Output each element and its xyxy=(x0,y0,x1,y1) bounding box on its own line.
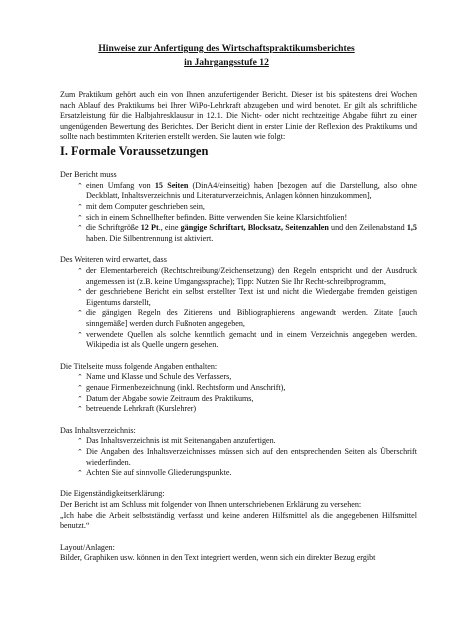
list-item: ⌃ Datum der Abgabe sowie Zeitraum des Praktikums, xyxy=(77,393,254,403)
declaration-text: Der Bericht ist am Schluss mit folgender von Ihnen unterschriebenen Erklärung zu versehen: xyxy=(60,500,362,510)
triangle-bullet-icon: ⌃ xyxy=(77,213,83,222)
triangle-bullet-icon: ⌃ xyxy=(77,447,83,456)
triangle-bullet-icon: ⌃ xyxy=(77,266,83,275)
triangle-bullet-icon: ⌃ xyxy=(77,469,83,478)
triangle-bullet-icon: ⌃ xyxy=(77,181,83,190)
document-title xyxy=(0,42,453,70)
list-item: ⌃ mit dem Computer geschrieben sein, xyxy=(77,201,205,211)
title-line-2: in Jahrgangsstufe 12 xyxy=(184,57,269,68)
triangle-bullet-icon: ⌃ xyxy=(77,309,83,318)
triangle-bullet-icon: ⌃ xyxy=(77,288,83,297)
list-item: ⌃ der Elementarbereich (Rechtschreibung/Zeichensetzung) den Regeln entspricht und der Ausdruck angemessen ist (z.B. keine Umgangssprache); Tipp: Nutzen Sie Ihr Recht-schreibprogramm, xyxy=(77,265,417,286)
triangle-bullet-icon: ⌃ xyxy=(77,394,83,403)
list-item: ⌃ Das Inhaltsverzeichnis ist mit Seitenangaben anzufertigen. xyxy=(77,436,276,446)
list-item: ⌃ einen Umfang von 15 Seiten (DinA4/einseitig) haben [bezogen auf die Darstellung, also ohne Deckblatt, Inhaltsverzeichnis und Literaturverzeichnis, Anlagen können hinzukommen], xyxy=(77,180,417,201)
title-line-1: Hinweise zur Anfertigung des Wirtschaftspraktikumsberichtes xyxy=(98,43,355,54)
triangle-bullet-icon: ⌃ xyxy=(77,405,83,414)
section-label: Layout/Anlagen: xyxy=(60,542,115,552)
triangle-bullet-icon: ⌃ xyxy=(77,373,83,382)
list-item: ⌃ der geschriebene Bericht ein selbst erstellter Text ist und nicht die Wiedergabe fremden geistigen Eigentums darstellt, xyxy=(77,287,417,307)
list-item: ⌃ verwendete Quellen als solche kenntlich gemacht und in einem Verzeichnis angegeben werden. Wikipedia ist als Quelle ungern gesehen. xyxy=(77,329,417,350)
triangle-bullet-icon: ⌃ xyxy=(77,224,83,233)
intro-paragraph: Zum Praktikum gehört auch ein von Ihnen anzufertigender Bericht. Dieser ist bis spätestens drei Wochen nach Ablauf des Praktikums bei Ihrer WiPo-Lehrkraft abzugeben und wird benotet. Er gilt als schriftliche Ersatzleistung für die Halbjahresklausur in 12.1. Die Nicht- oder nicht rechtzeitige Abgabe führt zu einer ungenügenden Bewertung des Berichtes. Der Bericht dient in erster Linie der Reflexion des Praktikums und sollte nach bestimmten Kriterien erstellt werden. Sie lauten wie folgt: xyxy=(60,90,417,142)
section-label: Die Titelseite muss folgende Angaben enthalten: xyxy=(60,361,218,371)
list-item: ⌃ die gängigen Regeln des Zitierens und Bibliographierens angewandt werden. Zitate [auch sinngemäße] werden durch Fußnoten angegeben, xyxy=(77,308,417,329)
list-item: ⌃ genaue Firmenbezeichnung (inkl. Rechtsform und Anschrift), xyxy=(77,383,286,392)
triangle-bullet-icon: ⌃ xyxy=(77,437,83,446)
list-item: ⌃ betreuende Lehrkraft (Kurslehrer) xyxy=(77,404,197,414)
requirement-list xyxy=(60,181,417,245)
section-heading: I. Formale Voraussetzungen xyxy=(60,144,209,158)
section-label: Der Bericht muss xyxy=(60,170,117,179)
triangle-bullet-icon: ⌃ xyxy=(77,330,83,339)
triangle-bullet-icon: ⌃ xyxy=(77,384,83,392)
title-page-list xyxy=(60,372,417,415)
section-label: Das Inhaltsverzeichnis: xyxy=(60,425,136,435)
list-item: ⌃ Achten Sie auf sinnvolle Gliederungspunkte. xyxy=(77,468,232,478)
expectation-list xyxy=(60,266,417,351)
list-item: ⌃ Name und Klasse und Schule des Verfassers, xyxy=(77,372,232,382)
toc-list xyxy=(60,436,417,479)
section-label: Des Weiteren wird erwartet, dass xyxy=(60,255,167,265)
layout-text: Bilder, Graphiken usw. können in den Text integriert werden, wenn sich ein direkter Bezug ergibt xyxy=(60,553,376,563)
declaration-quote: „Ich habe die Arbeit selbstständig verfasst und keine anderen Hilfsmittel als die angegebenen Hilfsmittel benutzt.“ xyxy=(60,510,417,531)
triangle-bullet-icon: ⌃ xyxy=(77,202,83,211)
document-body xyxy=(60,170,417,564)
list-item: ⌃ Die Angaben des Inhaltsverzeichnisses müssen sich auf den entsprechenden Seiten als Überschrift wiederfinden. xyxy=(77,446,417,467)
list-item: ⌃ sich in einem Schnellhefter befinden. Bitte verwenden Sie keine Klarsichtfolien! xyxy=(77,212,348,222)
section-label: Die Eigenständigkeitserklärung: xyxy=(60,489,165,499)
list-item: ⌃ die Schriftgröße 12 Pt., eine gängige Schriftart, Blocksatz, Seitenzahlen und den Zeilenabstand 1,5 haben. Die Silbentrennung ist aktiviert. xyxy=(77,223,417,243)
